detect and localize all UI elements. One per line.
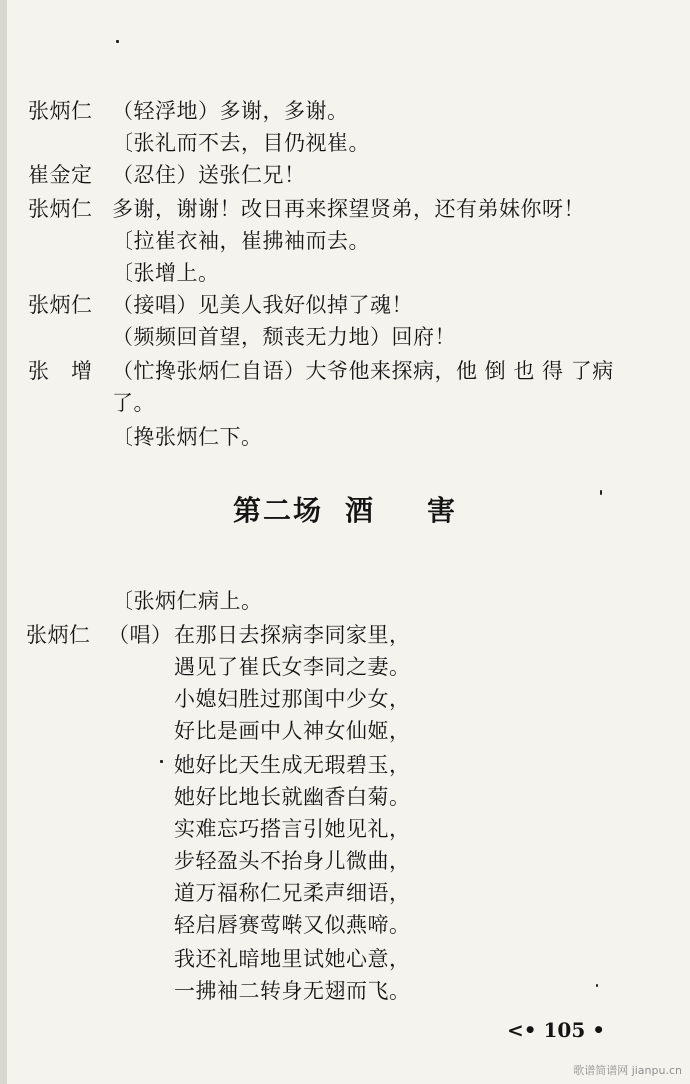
scene-title-number: 第二场 (232, 494, 323, 527)
dialogue-line: 多谢，谢谢！改日再来探望贤弟，还有弟妹你呀！ (112, 197, 585, 221)
dialogue-line: （忙搀张炳仁自语）大爷他来探病，他 倒 也 得 了病 (112, 359, 614, 383)
verse-line: 我还礼暗地里试她心意， (174, 947, 411, 971)
print-speck (116, 40, 119, 43)
verse-line: 她好比地长就幽香白菊。 (174, 785, 411, 809)
speaker-label: 张炳仁 (26, 623, 91, 647)
dialogue-line: （忍住）送张仁兄！ (112, 163, 306, 187)
speaker-label: 张炳仁 (28, 293, 93, 317)
speaker-label: 张炳仁 (28, 99, 93, 123)
verse-line: 小媳妇胜过那闺中少女， (174, 687, 411, 711)
page-edge-shadow (0, 0, 7, 1084)
dialogue-line-continued: 了。 (112, 391, 155, 415)
verse-line: 步轻盈头不抬身儿微曲， (174, 849, 411, 873)
print-speck (160, 760, 163, 763)
print-speck (600, 490, 602, 495)
speaker-label: 张 增 (28, 359, 93, 383)
watermark: 歌谱简谱网 jianpu.cn (573, 1064, 682, 1077)
scene-title-word-2: 害 (427, 494, 458, 527)
verse-line: 在那日去探病李同家里， (174, 623, 411, 647)
verse-line: 实难忘巧搭言引她见礼， (174, 817, 411, 841)
verse-line: 道万福称仁兄柔声细语， (174, 881, 411, 905)
verse-line: 她好比天生成无瑕碧玉， (174, 753, 411, 777)
speaker-label: 张炳仁 (28, 197, 93, 221)
sung-cue: （唱） (108, 623, 173, 647)
page-number: <• 105 • (507, 1018, 605, 1042)
print-speck (596, 984, 598, 987)
dialogue-line: （频频回首望，颓丧无力地）回府！ (112, 325, 456, 349)
dialogue-line: （接唱）见美人我好似掉了魂！ (112, 293, 413, 317)
stage-direction: 〔搀张炳仁下。 (112, 425, 263, 449)
verse-line: 一拂袖二转身无翅而飞。 (174, 979, 411, 1003)
speaker-label: 崔金定 (28, 163, 93, 187)
verse-line: 好比是画中人神女仙姬， (174, 719, 411, 743)
stage-direction: 〔拉崔衣袖，崔拂袖而去。 (112, 229, 370, 253)
stage-direction: 〔张增上。 (112, 261, 220, 285)
stage-direction: 〔张礼而不去，目仍视崔。 (112, 131, 370, 155)
stage-direction: 〔张炳仁病上。 (112, 589, 263, 613)
scene-title (0, 494, 690, 528)
verse-line: 遇见了崔氏女李同之妻。 (174, 655, 411, 679)
scene-title-word-1: 酒 (344, 494, 375, 527)
dialogue-line: （轻浮地）多谢，多谢。 (112, 99, 349, 123)
verse-line: 轻启唇赛莺啭又似燕啼。 (174, 913, 411, 937)
